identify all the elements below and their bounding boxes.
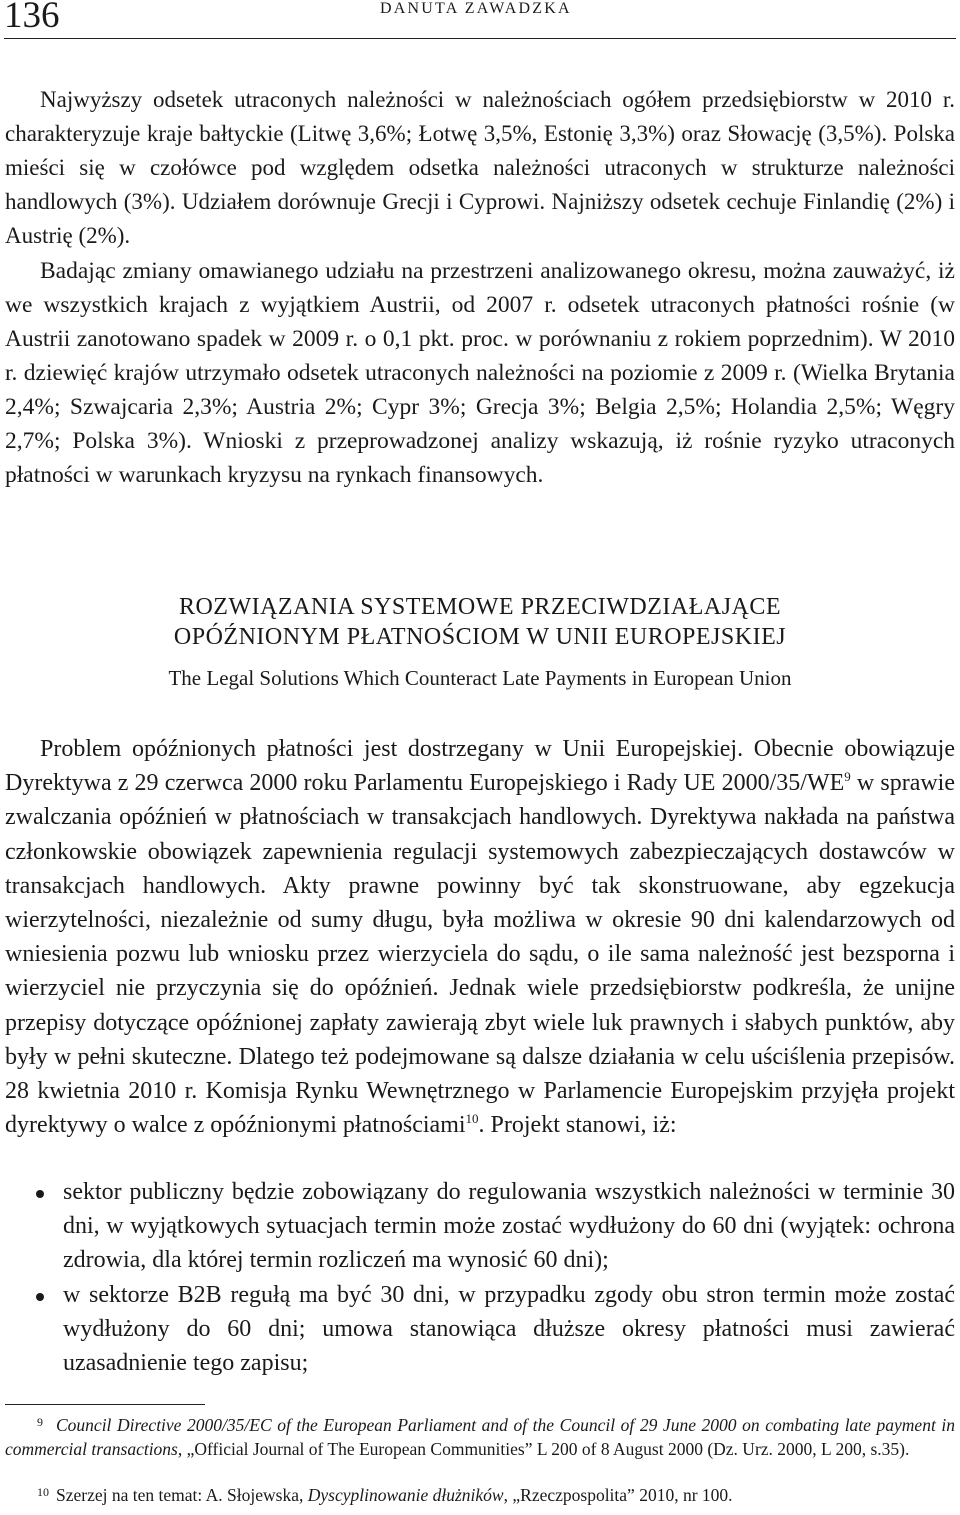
footnote-9: 9 Council Directive 2000/35/EC of the European Parliament and of the Council of 29 June 2000 on combating late payment in commercial transactions, „Official Journal of The European Communities” L 200 of 8 August 2000 (Dz. Urz. 2000, L 200, s.35). [5,1415,955,1459]
footnote-italic-text: Council Directive 2000/35/EC of the European Parliament and of the Council of 29 June 2000 on combating late payment in commercial transactions [5,1415,955,1459]
directive-points-list [5,1175,955,1380]
p3-text-1: Problem opóźnionych płatności jest dostrzegany w Unii Europejskiej. Obecnie obowiązuje Dyrektywa z 29 czerwca 2000 roku Parlamentu Europejskiego i Rady UE 2000/35/WE [5,736,955,797]
footnote-divider [5,1404,205,1405]
paragraph-baltic-losses: Najwyższy odsetek utraconych należności w należnościach ogółem przedsiębiorstw w 2010 r. charakteryzuje kraje bałtyckie (Litwę 3,6%; Łotwę 3,5%, Estonię 3,3%) oraz Słowację (3,5%). Polska mieści się w czołówce pod względem odsetka należności utraconych w strukturze należności handlowych (3%). Udziałem dorównuje Grecji i Cyprowi. Najniższy odsetek cechuje Finlandię (2%) i Austrię (2%). [5,87,955,248]
p3-text-2: w sprawie zwalczania opóźnień w płatnościach w transakcjach handlowych. Dyrektywa nakłada na państwa członkowskie obowiązek zapewnienia regulacji systemowych zabezpieczających dostawców w transakcjach handlowych. Akty prawne powinny być tak skonstruowane, aby egzekucja wierzytelności, niezależnie od sumy długu, była możliwa w okresie 90 dni kalendarzowych od wniesienia pozwu lub wniosku przez wierzyciela do sądu, o ile sama należność jest bezsporna i wierzyciel nie przyczynia się do opóźnień. Jednak wiele przedsiębiorstw podkreśla, że unijne przepisy dotyczące opóźnionej zapłaty zawierają zbyt wiele luk prawnych i słabych punktów, aby były w pełni skuteczne. Dlatego też podejmowane są dalsze działania w celu uściślenia przepisów. 28 kwietnia 2010 r. Komisja Rynku Wewnętrznego w Parlamencie Europejskim przyjęła projekt dyrektywy o walce z opóźnionymi płatnościami [5,770,956,1139]
footnote-ref-9: 9 [844,769,851,785]
bullet-icon [36,1190,44,1198]
list-item [5,1278,955,1381]
page-header [4,0,956,39]
list-item [5,1175,955,1278]
page-number: 136 [4,0,60,36]
running-head-author: DANUTA ZAWADZKA [380,0,572,17]
paragraph-trend-analysis: Badając zmiany omawianego udziału na przestrzeni analizowanego okresu, można zauważyć, iż we wszystkich krajach z wyjątkiem Austrii, od 2007 r. odsetek utraconych płatności rośnie (w Austrii zanotowano spadek w 2009 r. o 0,1 pkt. proc. w porównaniu z rokiem poprzednim). W 2010 r. dziewięć krajów utrzymało odsetek utraconych należności na poziomie z 2009 r. (Wielka Brytania 2,4%; Szwajcaria 2,3%; Austria 2%; Cypr 3%; Grecja 3%; Belgia 2,5%; Holandia 2,5%; Węgry 2,7%; Polska 3%). Wnioski z przeprowadzonej analizy wskazują, iż rośnie ryzyko utraconych płatności w warunkach kryzysu na rynkach finansowych. [5,258,955,488]
footnote-text: Szerzej na ten temat: A. Słojewska, [56,1485,308,1505]
footnote-italic-text: Dyscyplinowanie dłużników [307,1485,504,1505]
section-subtitle: The Legal Solutions Which Counteract Late Payments in European Union [168,666,792,690]
paragraph-eu-directive [5,732,955,1142]
footnote-10: 10 Szerzej na ten temat: A. Słojewska, Dyscyplinowanie dłużników, „Rzeczpospolita” 2010, nr 100. [37,1485,733,1505]
section-title-line-2: OPÓŹNIONYM PŁATNOŚCIOM W UNII EUROPEJSKIEJ [173,624,787,650]
p3-text-3: . Projekt stanowi, iż: [478,1112,677,1139]
bullet-icon [36,1293,44,1301]
list-item-text: sektor publiczny będzie zobowiązany do regulowania wszystkich należności w terminie 30 dni, w wyjątkowych sytuacjach termin może zostać wydłużony do 60 dni (wyjątek: ochrona zdrowia, dla której termin rozliczeń ma wynosić 60 dni); [63,1179,955,1274]
footnote-text: , „Official Journal of The European Communities” L 200 of 8 August 2000 (Dz. Urz. 2000, L 200, s.35). [177,1438,910,1459]
footnote-ref-10: 10 [465,1111,479,1127]
section-title-line-1: ROZWIĄZANIA SYSTEMOWE PRZECIWDZIAŁAJĄCE [178,594,782,620]
section-title [0,592,960,652]
footnote-text: , „Rzeczpospolita” 2010, nr 100. [503,1485,733,1505]
list-item-text: w sektorze B2B regułą ma być 30 dni, w przypadku zgody obu stron termin może zostać wydłużony do 60 dni; umowa stanowiąca dłuższe okresy płatności musi zawierać uzasadnienie tego zapisu; [63,1281,955,1377]
